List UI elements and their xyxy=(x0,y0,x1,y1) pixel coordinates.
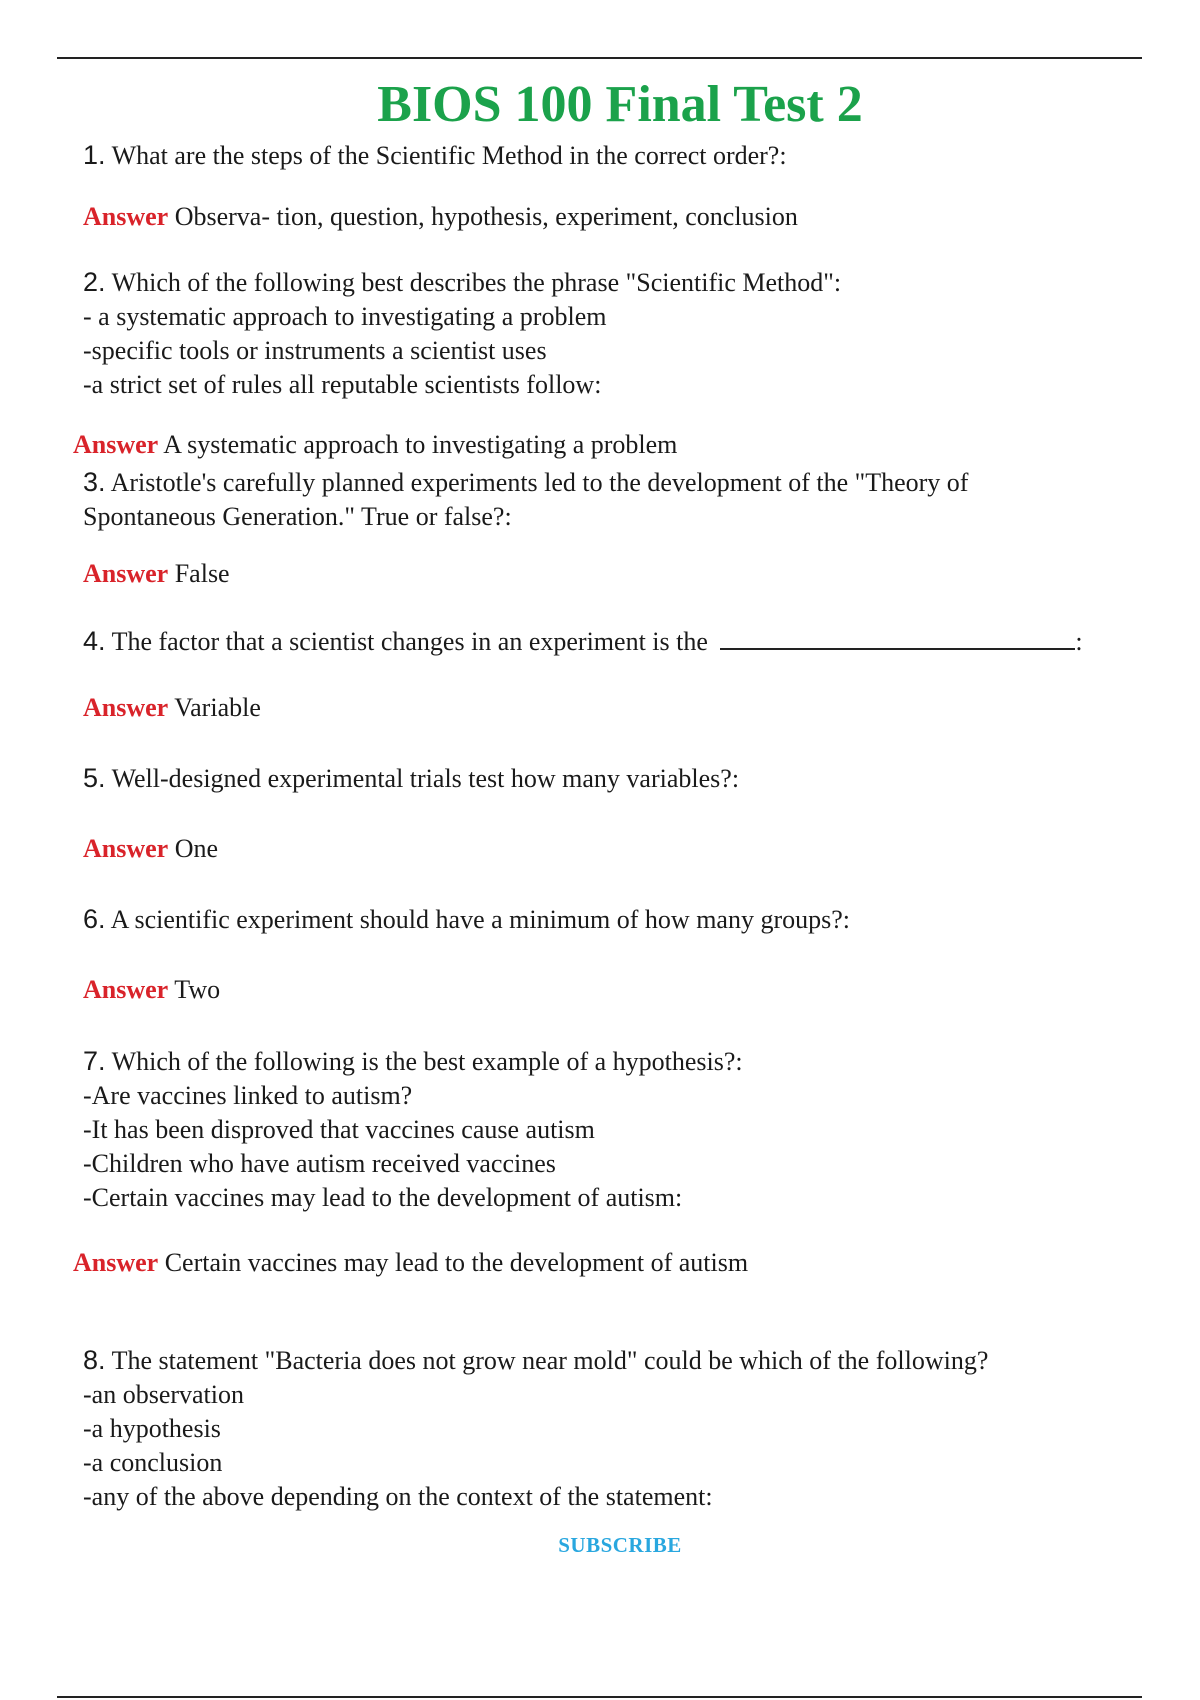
question-1 xyxy=(83,138,1163,173)
question-text-line2: Spontaneous Generation." True or false?: xyxy=(83,502,512,531)
answer-label: Answer xyxy=(83,559,169,588)
answer-text: False xyxy=(174,559,230,588)
option-item: -a strict set of rules all reputable scientists follow: xyxy=(83,370,602,399)
answer-text: A systematic approach to investigating a problem xyxy=(163,430,678,459)
answer-6 xyxy=(83,973,220,1007)
answer-label: Answer xyxy=(83,834,169,863)
question-text: 4. The factor that a scientist changes in an experiment is the : xyxy=(83,622,1163,659)
answer-text: Two xyxy=(174,975,221,1004)
option-item: -an observation xyxy=(83,1380,245,1409)
answer-label: Answer xyxy=(83,693,169,722)
top-rule xyxy=(57,57,1142,59)
answer-1 xyxy=(83,200,798,234)
question-5 xyxy=(83,761,1163,796)
answer-label: Answer xyxy=(73,430,159,459)
option-item: -specific tools or instruments a scientist uses xyxy=(83,336,547,365)
answer-2 xyxy=(73,428,677,462)
answer-label: Answer xyxy=(83,975,169,1004)
question-text: 5. Well-designed experimental trials test how many variables?: xyxy=(83,763,740,793)
question-8 xyxy=(83,1343,1163,1514)
bottom-rule xyxy=(57,1696,1142,1698)
subscribe-link[interactable]: SUBSCRIBE xyxy=(558,1533,682,1557)
question-text: 6. A scientific experiment should have a minimum of how many groups?: xyxy=(83,904,851,934)
question-6 xyxy=(83,902,1163,937)
question-number: 3. xyxy=(83,467,106,497)
option-item: -a conclusion xyxy=(83,1448,223,1477)
question-text: 8. The statement "Bacteria does not grow near mold" could be which of the following? xyxy=(83,1345,989,1375)
question-text: 3. Aristotle's carefully planned experiments led to the development of the "Theory of xyxy=(83,467,969,497)
question-number: 6. xyxy=(83,904,106,934)
option-item: -any of the above depending on the context of the statement: xyxy=(83,1482,713,1511)
question-number: 4. xyxy=(83,626,106,656)
answer-7 xyxy=(73,1246,748,1280)
question-text: 7. Which of the following is the best example of a hypothesis?: xyxy=(83,1046,743,1076)
question-number: 7. xyxy=(83,1046,106,1076)
page-title: BIOS 100 Final Test 2 xyxy=(377,76,863,133)
option-item: -Children who have autism received vaccines xyxy=(83,1149,556,1178)
answer-3 xyxy=(83,557,230,591)
option-item: -Certain vaccines may lead to the development of autism: xyxy=(83,1183,683,1212)
question-text: 1. What are the steps of the Scientific Method in the correct order?: xyxy=(83,140,787,170)
answer-4 xyxy=(83,691,261,725)
option-item: - a systematic approach to investigating a problem xyxy=(83,302,607,331)
option-item: -It has been disproved that vaccines cause autism xyxy=(83,1115,595,1144)
question-text: 2. Which of the following best describes the phrase "Scientific Method": xyxy=(83,267,842,297)
question-number: 2. xyxy=(83,267,106,297)
question-4 xyxy=(83,622,1163,659)
answer-label: Answer xyxy=(73,1248,159,1277)
question-number: 8. xyxy=(83,1345,106,1375)
option-item: -a hypothesis xyxy=(83,1414,221,1443)
question-number: 5. xyxy=(83,763,106,793)
option-item: -Are vaccines linked to autism? xyxy=(83,1081,413,1110)
question-2 xyxy=(83,265,1163,402)
answer-text: One xyxy=(174,834,219,863)
answer-text: Observa- tion, question, hypothesis, experiment, conclusion xyxy=(174,202,798,231)
answer-text: Certain vaccines may lead to the development of autism xyxy=(164,1248,749,1277)
question-3 xyxy=(83,465,1163,534)
answer-label: Answer xyxy=(83,202,169,231)
question-7 xyxy=(83,1044,1163,1215)
question-number: 1. xyxy=(83,140,106,170)
answer-text: Variable xyxy=(174,693,261,722)
answer-5 xyxy=(83,832,218,866)
fill-in-blank xyxy=(720,622,1075,650)
